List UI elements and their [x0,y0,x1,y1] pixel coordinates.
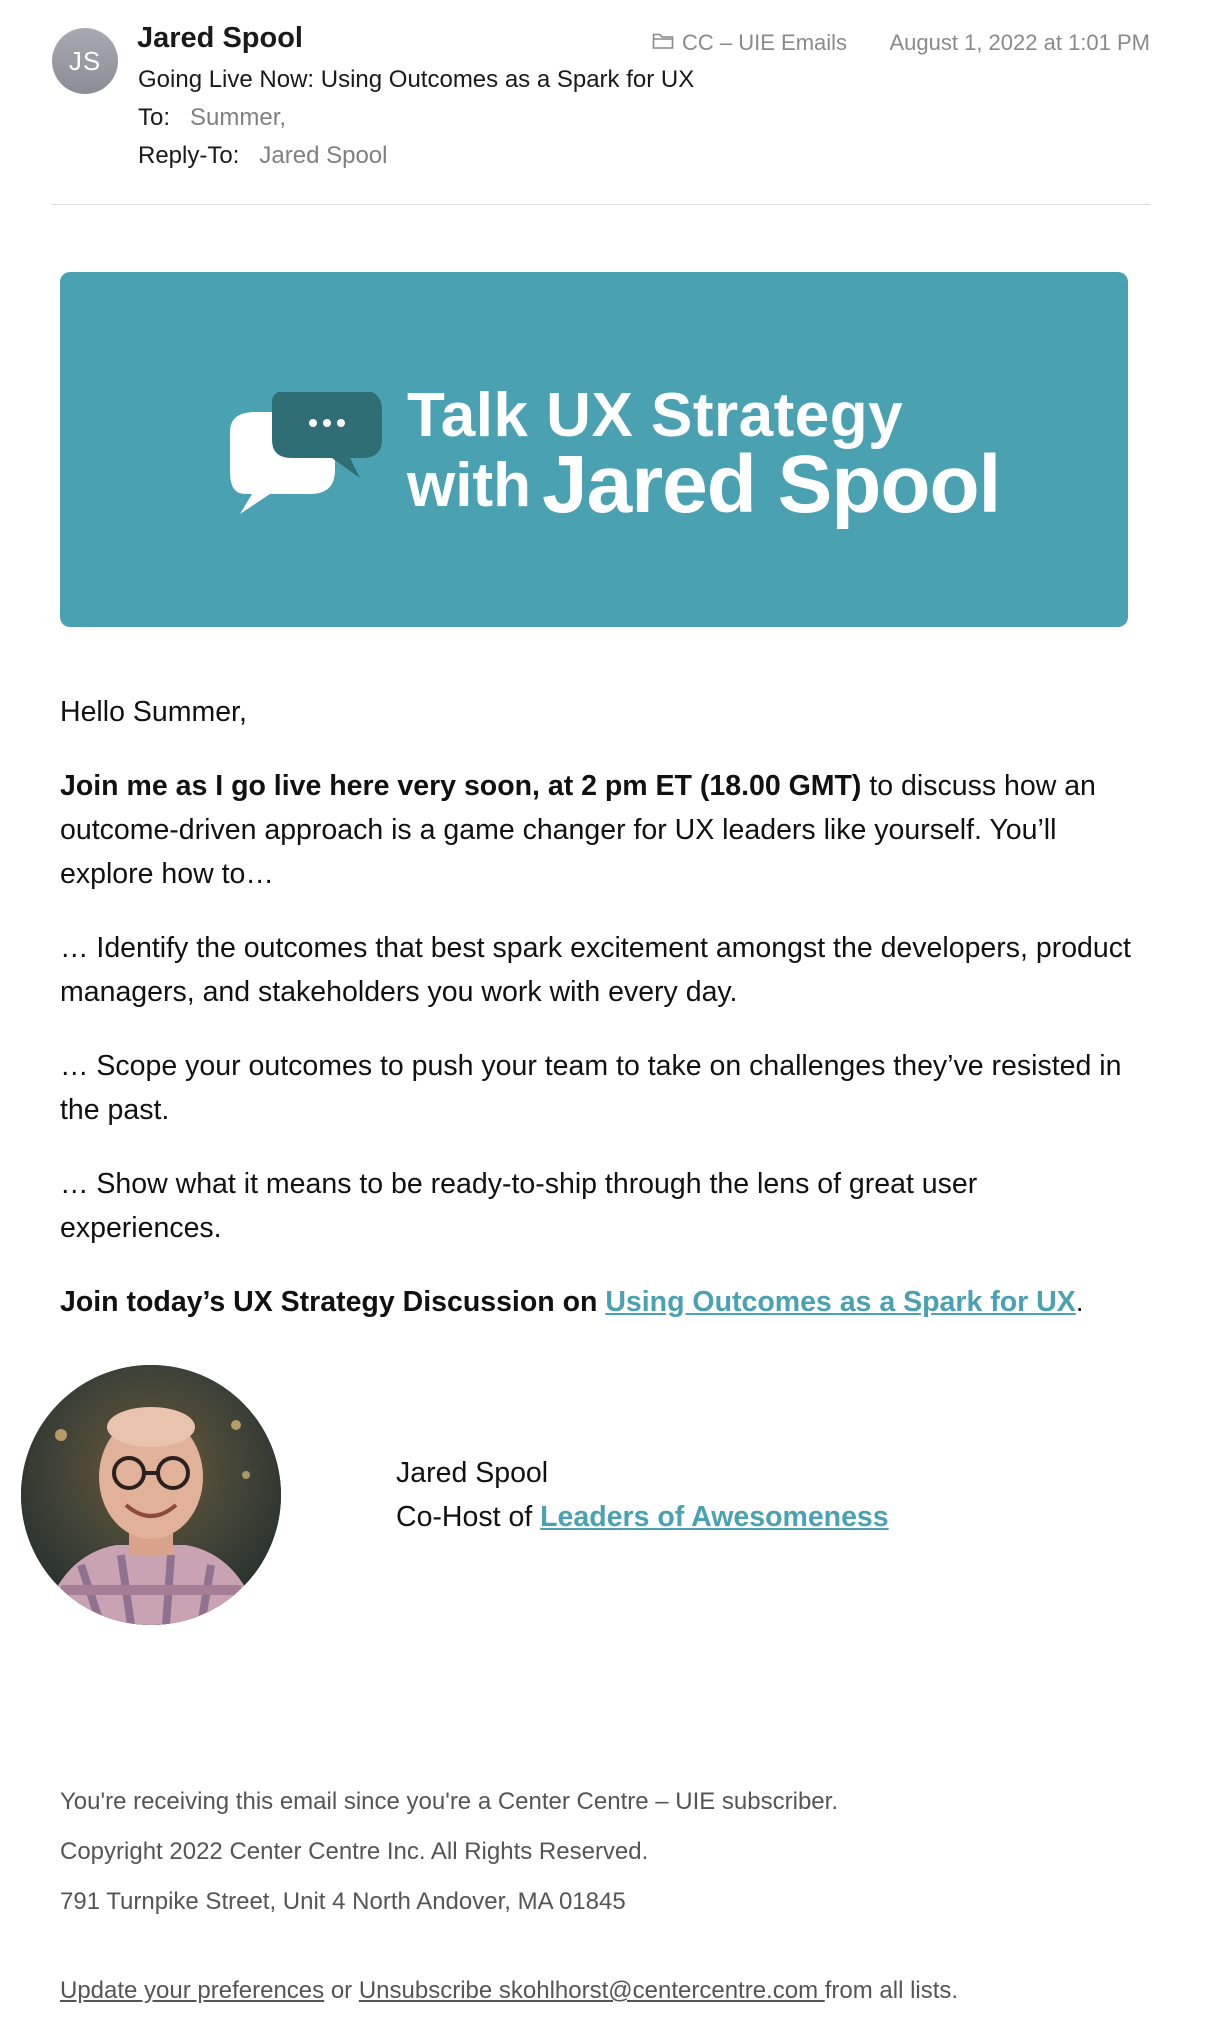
greeting: Hello Summer, [60,696,247,728]
paragraph-scope: … Scope your outcomes to push your team to take on challenges they’ve resisted in the past. [60,1050,1122,1126]
cta-period: . [1075,1286,1084,1318]
folder-icon [652,30,674,56]
signature-name: Jared Spool [396,1457,549,1489]
intro-rest: to discuss how an outcome-driven approach is a game changer for UX leaders like yourself. You’ll explore how to… [60,770,1096,890]
footer-copyright: Copyright 2022 Center Centre Inc. All Rights Reserved. [60,1838,649,1865]
intro-bold: Join me as I go live here very soon, at 2 pm ET (18.00 GMT) [60,770,862,802]
banner-with: with [407,451,531,520]
paragraph-identify: … Identify the outcomes that best spark excitement amongst the developers, product managers, and stakeholders you work with every day. [60,932,1131,1008]
update-preferences-link[interactable]: Update your preferences [60,1977,325,2004]
mailbox-folder[interactable] [652,30,847,56]
reply-to-label: Reply-To: [138,142,240,169]
hero-banner[interactable] [60,272,1128,627]
sender-avatar: JS [52,28,118,94]
reply-to-value[interactable]: Jared Spool [259,142,388,169]
signature-role-prefix: Co-Host of [396,1501,541,1533]
paragraph-cta [60,1280,1140,1324]
to-recipient[interactable]: Summer, [190,104,287,131]
signature-role [396,1495,889,1539]
sender-photo [21,1365,281,1625]
reply-to-row [138,142,387,170]
leaders-of-awesomeness-link[interactable]: Leaders of Awesomeness [540,1501,889,1533]
folder-label: CC – UIE Emails [682,30,848,55]
footer-links [60,1977,958,2005]
signature [396,1451,889,1539]
footer-from-all-lists: from all lists. [824,1977,959,2004]
cta-text: Join today’s UX Strategy Discussion on [60,1286,606,1318]
sender-name[interactable]: Jared Spool [137,22,303,54]
email-body [60,690,1140,1354]
to-label: To: [138,104,171,131]
footer-or: or [324,1977,359,2004]
footer-subscriber-note: You're receiving this email since you're a Center Centre – UIE subscriber. [60,1788,838,1815]
email-date: August 1, 2022 at 1:01 PM [889,30,1150,55]
banner-host-name: Jared Spool [542,439,1001,530]
paragraph-show: … Show what it means to be ready-to-ship through the lens of great user experiences. [60,1168,978,1244]
banner-title-line1: Talk UX Strategy [407,381,904,450]
header-divider [52,204,1150,205]
email-header [0,0,1212,206]
footer-address: 791 Turnpike Street, Unit 4 North Andover, MA 01845 [60,1888,626,1915]
paragraph-intro [60,764,1140,896]
email-footer [60,1777,838,1927]
email-subject: Going Live Now: Using Outcomes as a Spark for UX [138,66,695,93]
to-row [138,104,286,132]
unsubscribe-link[interactable]: Unsubscribe skohlhorst@centercentre.com [358,1977,825,2004]
cta-link[interactable]: Using Outcomes as a Spark for UX [605,1286,1076,1318]
chat-bubbles-icon [200,392,390,527]
